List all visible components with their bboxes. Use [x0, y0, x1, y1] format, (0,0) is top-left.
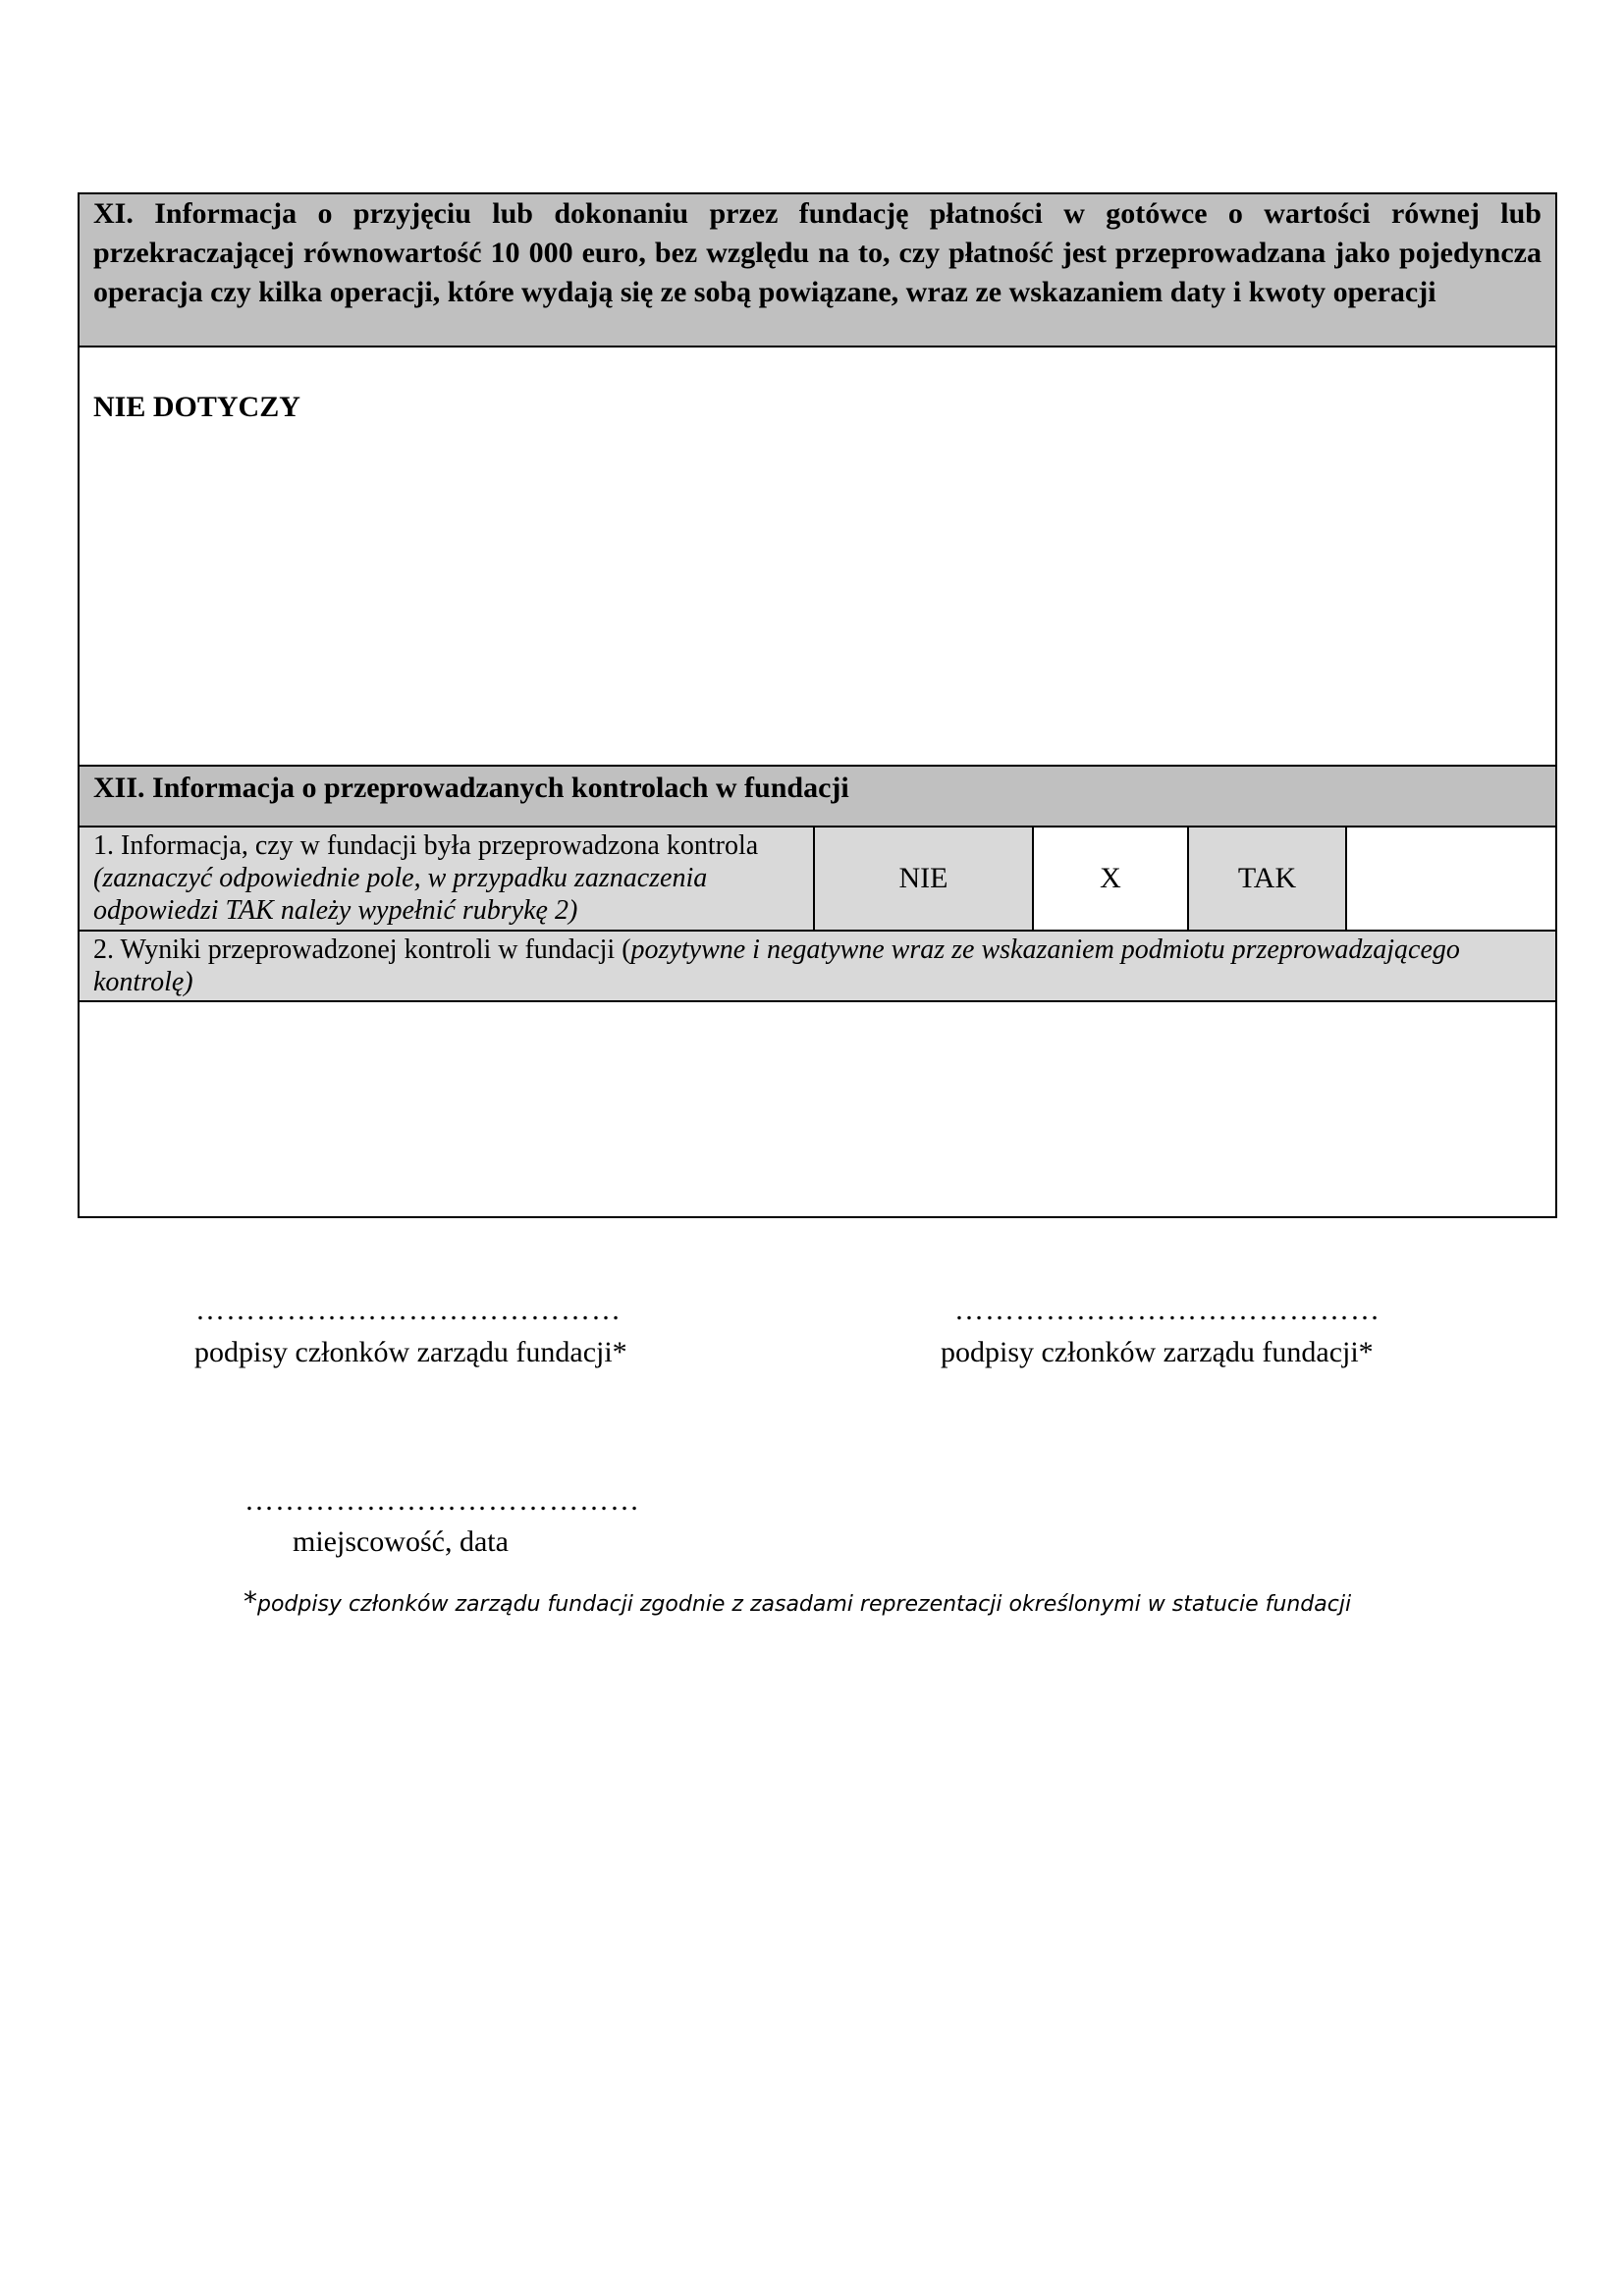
control-results-text: 2. Wyniki przeprowadzonej kontroli w fundacji (: [93, 934, 631, 965]
section-11-title: XI. Informacja o przyjęciu lub dokonaniu przez fundację płatności w gotówce o wartości równej lub przekraczającej równowartość 10 000 euro, bez względu na to, czy płatność jest przeprowadzana jako pojedyncza operacja czy kilka operacji, które wydają się ze sobą powiązane, wraz ze wskazaniem daty i kwoty operacji: [93, 197, 1542, 308]
footnote-star: *: [244, 1585, 257, 1618]
option-no-label: [815, 828, 1034, 930]
control-results-label: [80, 932, 1555, 1002]
signature-left-label: podpisy członków zarządu fundacji*: [194, 1336, 627, 1368]
control-question-row: [80, 828, 1555, 932]
control-question-hint: (zaznaczyć odpowiednie pole, w przypadku zaznaczenia odpowiedzi TAK należy wypełnić rubrykę 2): [93, 863, 708, 926]
signature-right-dots[interactable]: ……………………………………: [954, 1294, 1380, 1326]
option-yes-label: [1189, 828, 1347, 930]
control-results-hint: pozytywne i negatywne wraz ze wskazaniem podmiotu przeprowadzającego kontrolę): [93, 934, 1460, 997]
section-11-answer-area[interactable]: [80, 347, 1555, 765]
option-no-mark: X: [1100, 862, 1121, 894]
control-question-text: 1. Informacja, czy w fundacji była przeprowadzona kontrola: [93, 830, 759, 861]
signature-left-dots[interactable]: ……………………………………: [195, 1294, 622, 1326]
section-12-header: [80, 765, 1555, 828]
option-no-checkbox[interactable]: [1034, 828, 1189, 930]
section-12-title: XII. Informacja o przeprowadzanych kontrolach w fundacji: [93, 772, 849, 804]
option-no-label-text: NIE: [898, 862, 948, 894]
control-question: [80, 828, 815, 930]
section-11-answer: NIE DOTYCZY: [93, 391, 300, 423]
section-11-header: [80, 194, 1555, 347]
footnote-text: podpisy członków zarządu fundacji zgodnie z zasadami reprezentacji określonymi w statucie fundacji: [257, 1592, 1352, 1617]
report-form-table: [78, 192, 1557, 1218]
option-yes-checkbox[interactable]: [1347, 828, 1555, 930]
control-results-answer-area[interactable]: [80, 1002, 1555, 1216]
option-yes-label-text: TAK: [1237, 862, 1297, 894]
signature-right-label: podpisy członków zarządu fundacji*: [941, 1336, 1374, 1368]
footnote: [244, 1585, 1351, 1618]
place-date-dots[interactable]: …………………………………: [244, 1484, 640, 1517]
place-date-label: miejscowość, data: [293, 1525, 509, 1558]
